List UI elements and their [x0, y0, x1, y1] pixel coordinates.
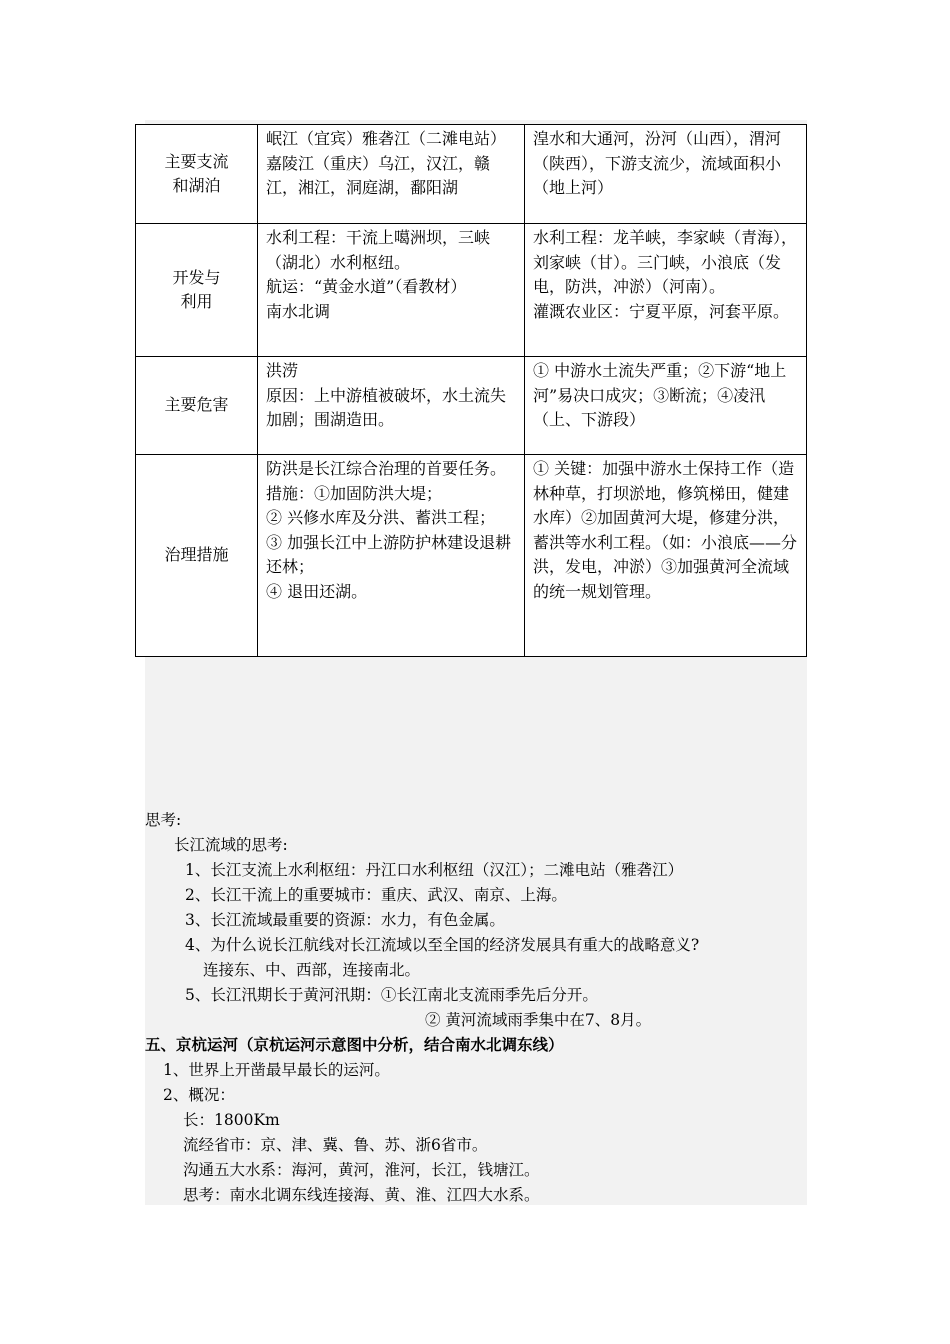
question-5-continued: ② 黄河流域雨季集中在7、8月。 [425, 1011, 652, 1029]
question-1: 1、长江支流上水利枢纽：丹江口水利枢纽（汉江）；二滩电站（雅砻江） [185, 861, 684, 879]
row-label [136, 125, 258, 224]
canal-length: 长：1800Km [183, 1111, 280, 1129]
yangtze-river-text: 原因：上中游植被破坏，水土流失加剧；围湖造田。 [266, 385, 507, 429]
question-4-answer: 连接东、中、西部，连接南北。 [203, 961, 421, 979]
yangtze-river-text: 岷江（宜宾）雅砻江（二滩电站）嘉陵江（重庆）乌江，汉江，赣江，湘江，洞庭湖，鄱阳湖 [266, 129, 507, 197]
yangtze-think-heading: 长江流域的思考: [174, 836, 288, 854]
section-5-title: 五、京杭运河（京杭运河示意图中分析，结合南水北调东线） [145, 1036, 564, 1054]
question-3: 3、长江流域最重要的资源：水力，有色金属。 [185, 911, 505, 929]
table-row [136, 224, 807, 357]
section-5-item-2: 2、概况： [163, 1086, 235, 1104]
yangtze-river-text: 防洪是长江综合治理的首要任务。 [266, 459, 507, 478]
yangtze-river-cell [258, 125, 525, 224]
yangtze-river-text: ② 兴修水库及分洪、蓄洪工程； [266, 508, 496, 527]
row-label-line: 开发与 [172, 267, 221, 287]
yellow-river-text: 湟水和大通河，汾河（山西），渭河（陕西），下游支流少，流域面积小（地上河） [533, 129, 782, 197]
row-label-line: 主要支流 [164, 151, 229, 171]
row-label-line: 治理措施 [164, 545, 229, 565]
think-heading: 思考: [145, 811, 182, 829]
table-row [136, 357, 807, 455]
question-4: 4、为什么说长江航线对长江流域以至全国的经济发展具有重大的战略意义? [185, 936, 700, 954]
canal-think: 思考：南水北调东线连接海、黄、淮、江四大水系。 [183, 1186, 540, 1204]
yellow-river-text: ① 关键：加强中游水土保持工作（造林种草，打坝淤地，修筑梯田，健建水库）②加固黄河大堤，修建分洪，蓄洪等水利工程。（如：小浪底——分洪，发电，冲淤）③加强黄河全流域的统一规划管理。 [533, 459, 798, 601]
yangtze-river-text: 水利工程：干流上噶洲坝，三峡（湖北）水利枢纽。 [266, 228, 491, 272]
yellow-river-cell [525, 125, 807, 224]
yangtze-river-text: ③ 加强长江中上游防护林建设退耕还林； [266, 532, 512, 576]
yellow-river-text: ① 中游水土流失严重；②下游“地上河”易决口成灾；③断流；④凌汛（上、下游段） [533, 361, 787, 429]
table-row [136, 455, 807, 657]
yellow-river-text: 水利工程：龙羊峡，李家峡（青海），刘家峡（甘）。三门峡，小浪底（发电，防洪，冲淤）（河南）。 [533, 228, 798, 296]
row-label [136, 455, 258, 657]
yangtze-river-cell [258, 224, 525, 357]
yangtze-river-text: 洪涝 [266, 361, 299, 380]
yellow-river-cell [525, 224, 807, 357]
yellow-river-cell [525, 357, 807, 455]
yangtze-river-cell [258, 357, 525, 455]
row-label-line: 利用 [180, 292, 213, 311]
row-label-line: 和湖泊 [172, 176, 221, 195]
row-label-line: 主要危害 [164, 395, 229, 415]
canal-provinces: 流经省市：京、津、冀、鲁、苏、浙6省市。 [183, 1136, 488, 1154]
yangtze-river-text: ④ 退田还湖。 [266, 581, 368, 601]
question-5: 5、长江汛期长于黄河汛期：①长江南北支流雨季先后分开。 [185, 986, 598, 1004]
yellow-river-text: 灌溉农业区：宁夏平原，河套平原。 [533, 301, 790, 321]
section-5-item-1: 1、世界上开凿最早最长的运河。 [163, 1061, 390, 1079]
row-label [136, 224, 258, 357]
yangtze-river-text: 措施：①加固防洪大堤； [266, 483, 443, 503]
question-2: 2、长江干流上的重要城市：重庆、武汉、南京、上海。 [185, 886, 567, 904]
yangtze-river-cell [258, 455, 525, 657]
row-label [136, 357, 258, 455]
yangtze-river-text: 南水北调 [266, 301, 331, 321]
canal-river-systems: 沟通五大水系：海河，黄河，淮河，长江，钱塘江。 [183, 1161, 540, 1179]
table-row [136, 125, 807, 224]
yangtze-river-text: 航运：“黄金水道”（看教材） [266, 277, 467, 296]
river-comparison-table [135, 124, 807, 657]
notes-section [145, 808, 825, 1208]
yellow-river-cell [525, 455, 807, 657]
